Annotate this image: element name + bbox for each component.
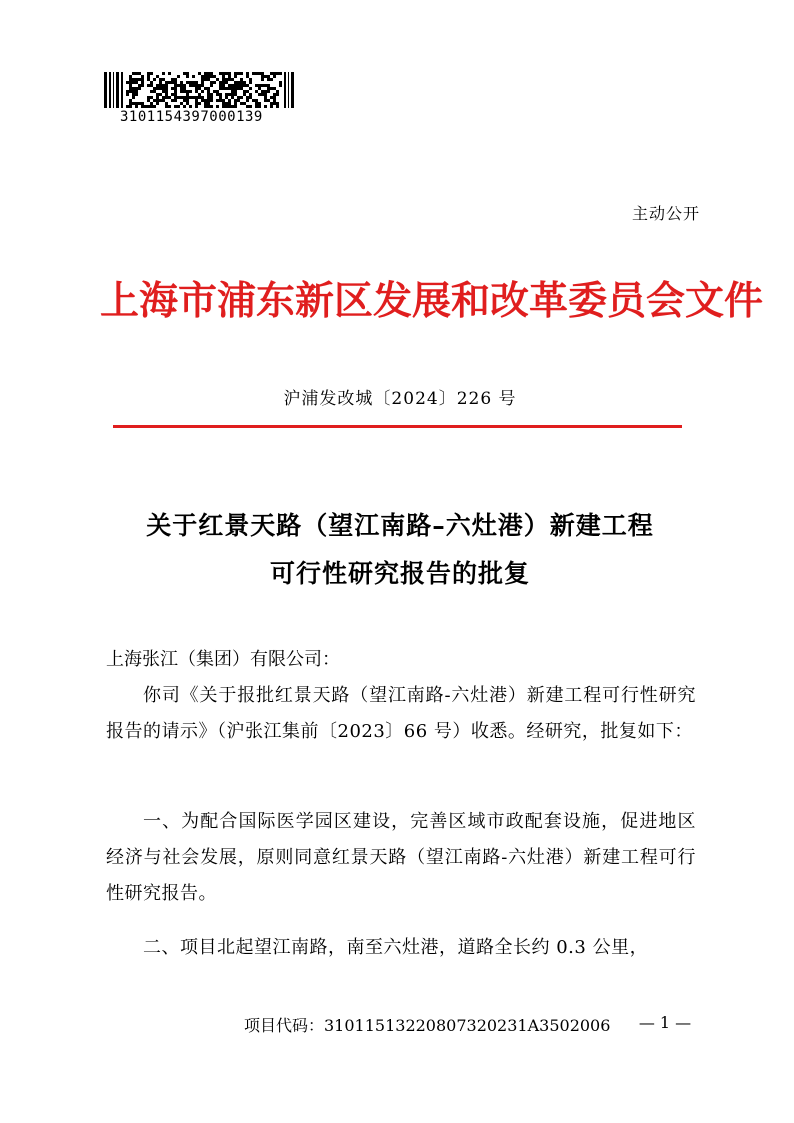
disclosure-label: 主动公开 bbox=[631, 204, 700, 223]
red-divider bbox=[113, 425, 682, 428]
document-title-line1: 关于红景天路（望江南路–六灶港）新建工程 bbox=[146, 511, 654, 540]
document-title-line2: 可行性研究报告的批复 bbox=[269, 559, 530, 588]
document-number: 沪浦发改城〔2024〕226 号 bbox=[283, 389, 517, 409]
page-number: — 1 — bbox=[638, 1013, 692, 1032]
body-paragraph-1: 你司《关于报批红景天路（望江南路-六灶港）新建工程可行性研究报告的请示》（沪张江集前〔2023〕66 号）收悉。经研究，批复如下： bbox=[106, 685, 696, 742]
body-paragraph-2: 一、为配合国际医学园区建设，完善区域市政配套设施，促进地区经济与社会发展，原则同意红景天路（望江南路-六灶港）新建工程可行性研究报告。 bbox=[106, 811, 696, 904]
addressee: 上海张江（集团）有限公司： bbox=[106, 649, 340, 670]
barcode-image bbox=[104, 72, 294, 108]
issuer-header: 上海市浦东新区发展和改革委员会文件 bbox=[100, 278, 764, 324]
body-paragraph-3: 二、项目北起望江南路，南至六灶港，道路全长约 0.3 公里， bbox=[143, 937, 649, 958]
barcode-number: 3101154397000139 bbox=[120, 109, 263, 125]
project-code: 项目代码：31011513220807320231A3502006 bbox=[244, 1016, 611, 1035]
